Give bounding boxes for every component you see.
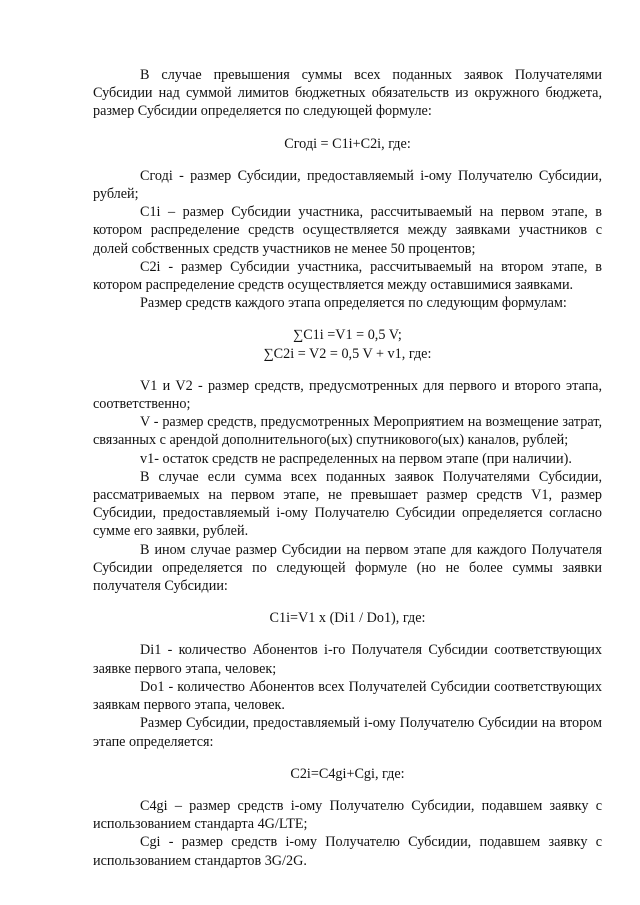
definition-v: V - размер средств, предусмотренных Мероприятием на возмещение затрат, связанных с арендой дополнительного(ых) спутникового(ых) каналов, рублей; xyxy=(93,414,602,449)
definition-di1: Di1 - количество Абонентов i-го Получателя Субсидии соответствующих заявке первого этапа, человек; xyxy=(93,642,602,677)
paragraph-stage2: Размер Субсидии, предоставляемый i-ому Получателю Субсидии на втором этапе определяется: xyxy=(93,715,602,750)
definition-c4gi: C4gi – размер средств i-ому Получателю Субсидии, подавшем заявку с использованием стандарта 4G/LTE; xyxy=(93,797,602,833)
formula-total: Cгоді = C1i+C2i, где: xyxy=(284,135,411,152)
formula-c2i: C2i=C4gi+Cgi, где: xyxy=(290,765,405,782)
paragraph-intro: В случае превышения суммы всех поданных заявок Получателями Субсидии над суммой лимитов бюджетных обязательств из окружного бюджета, размер Субсидии определяется по следующей формуле: xyxy=(93,67,602,120)
formula-v1: ∑C1i =V1 = 0,5 V; xyxy=(293,327,402,344)
definition-c1i: C1i – размер Субсидии участника, рассчитываемый на первом этапе, в котором распределение средств осуществляется между заявками участников с долей собственных средств участников не менее 50 процентов; xyxy=(93,204,602,257)
formula-c1i: C1i=V1 x (Di1 / Do1), где: xyxy=(269,610,426,627)
definition-cgi: Cgi - размер средств i-ому Получателю Субсидии, подавшем заявку с использованием стандартов 3G/2G. xyxy=(93,834,602,869)
definition-cgodi: Cгоді - размер Субсидии, предоставляемый i-ому Получателю Субсидии, рублей; xyxy=(93,167,602,203)
definition-v1-v2: V1 и V2 - размер средств, предусмотренных для первого и второго этапа, соответственно; xyxy=(93,377,602,413)
definition-do1: Do1 - количество Абонентов всех Получателей Субсидии соответствующих заявкам первого этапа, человек. xyxy=(93,678,602,714)
formula-v2: ∑C2i = V2 = 0,5 V + v1, где: xyxy=(263,345,432,362)
paragraph-otherwise: В ином случае размер Субсидии на первом этапе для каждого Получателя Субсидии определяется по следующей формуле (но не более суммы заявки получателя Субсидии: xyxy=(93,541,602,595)
definition-v1-remainder: v1- остаток средств не распределенных на первом этапе (при наличии). xyxy=(140,450,572,467)
paragraph-case-not-exceed: В случае если сумма всех поданных заявок Получателями Субсидии, рассматриваемых на первом этапе, не превышает размер средств V1, размер Субсидии, предоставляемый i-ому Получателю Субсидии определяется согласно сумме его заявки, рублей. xyxy=(93,468,602,540)
document-page xyxy=(93,66,602,870)
paragraph-stage-size: Размер средств каждого этапа определяется по следующим формулам: xyxy=(140,295,567,312)
definition-c2i: C2i - размер Субсидии участника, рассчитываемый на втором этапе, в котором распределение средств осуществляется между оставшимися заявками. xyxy=(93,258,602,294)
